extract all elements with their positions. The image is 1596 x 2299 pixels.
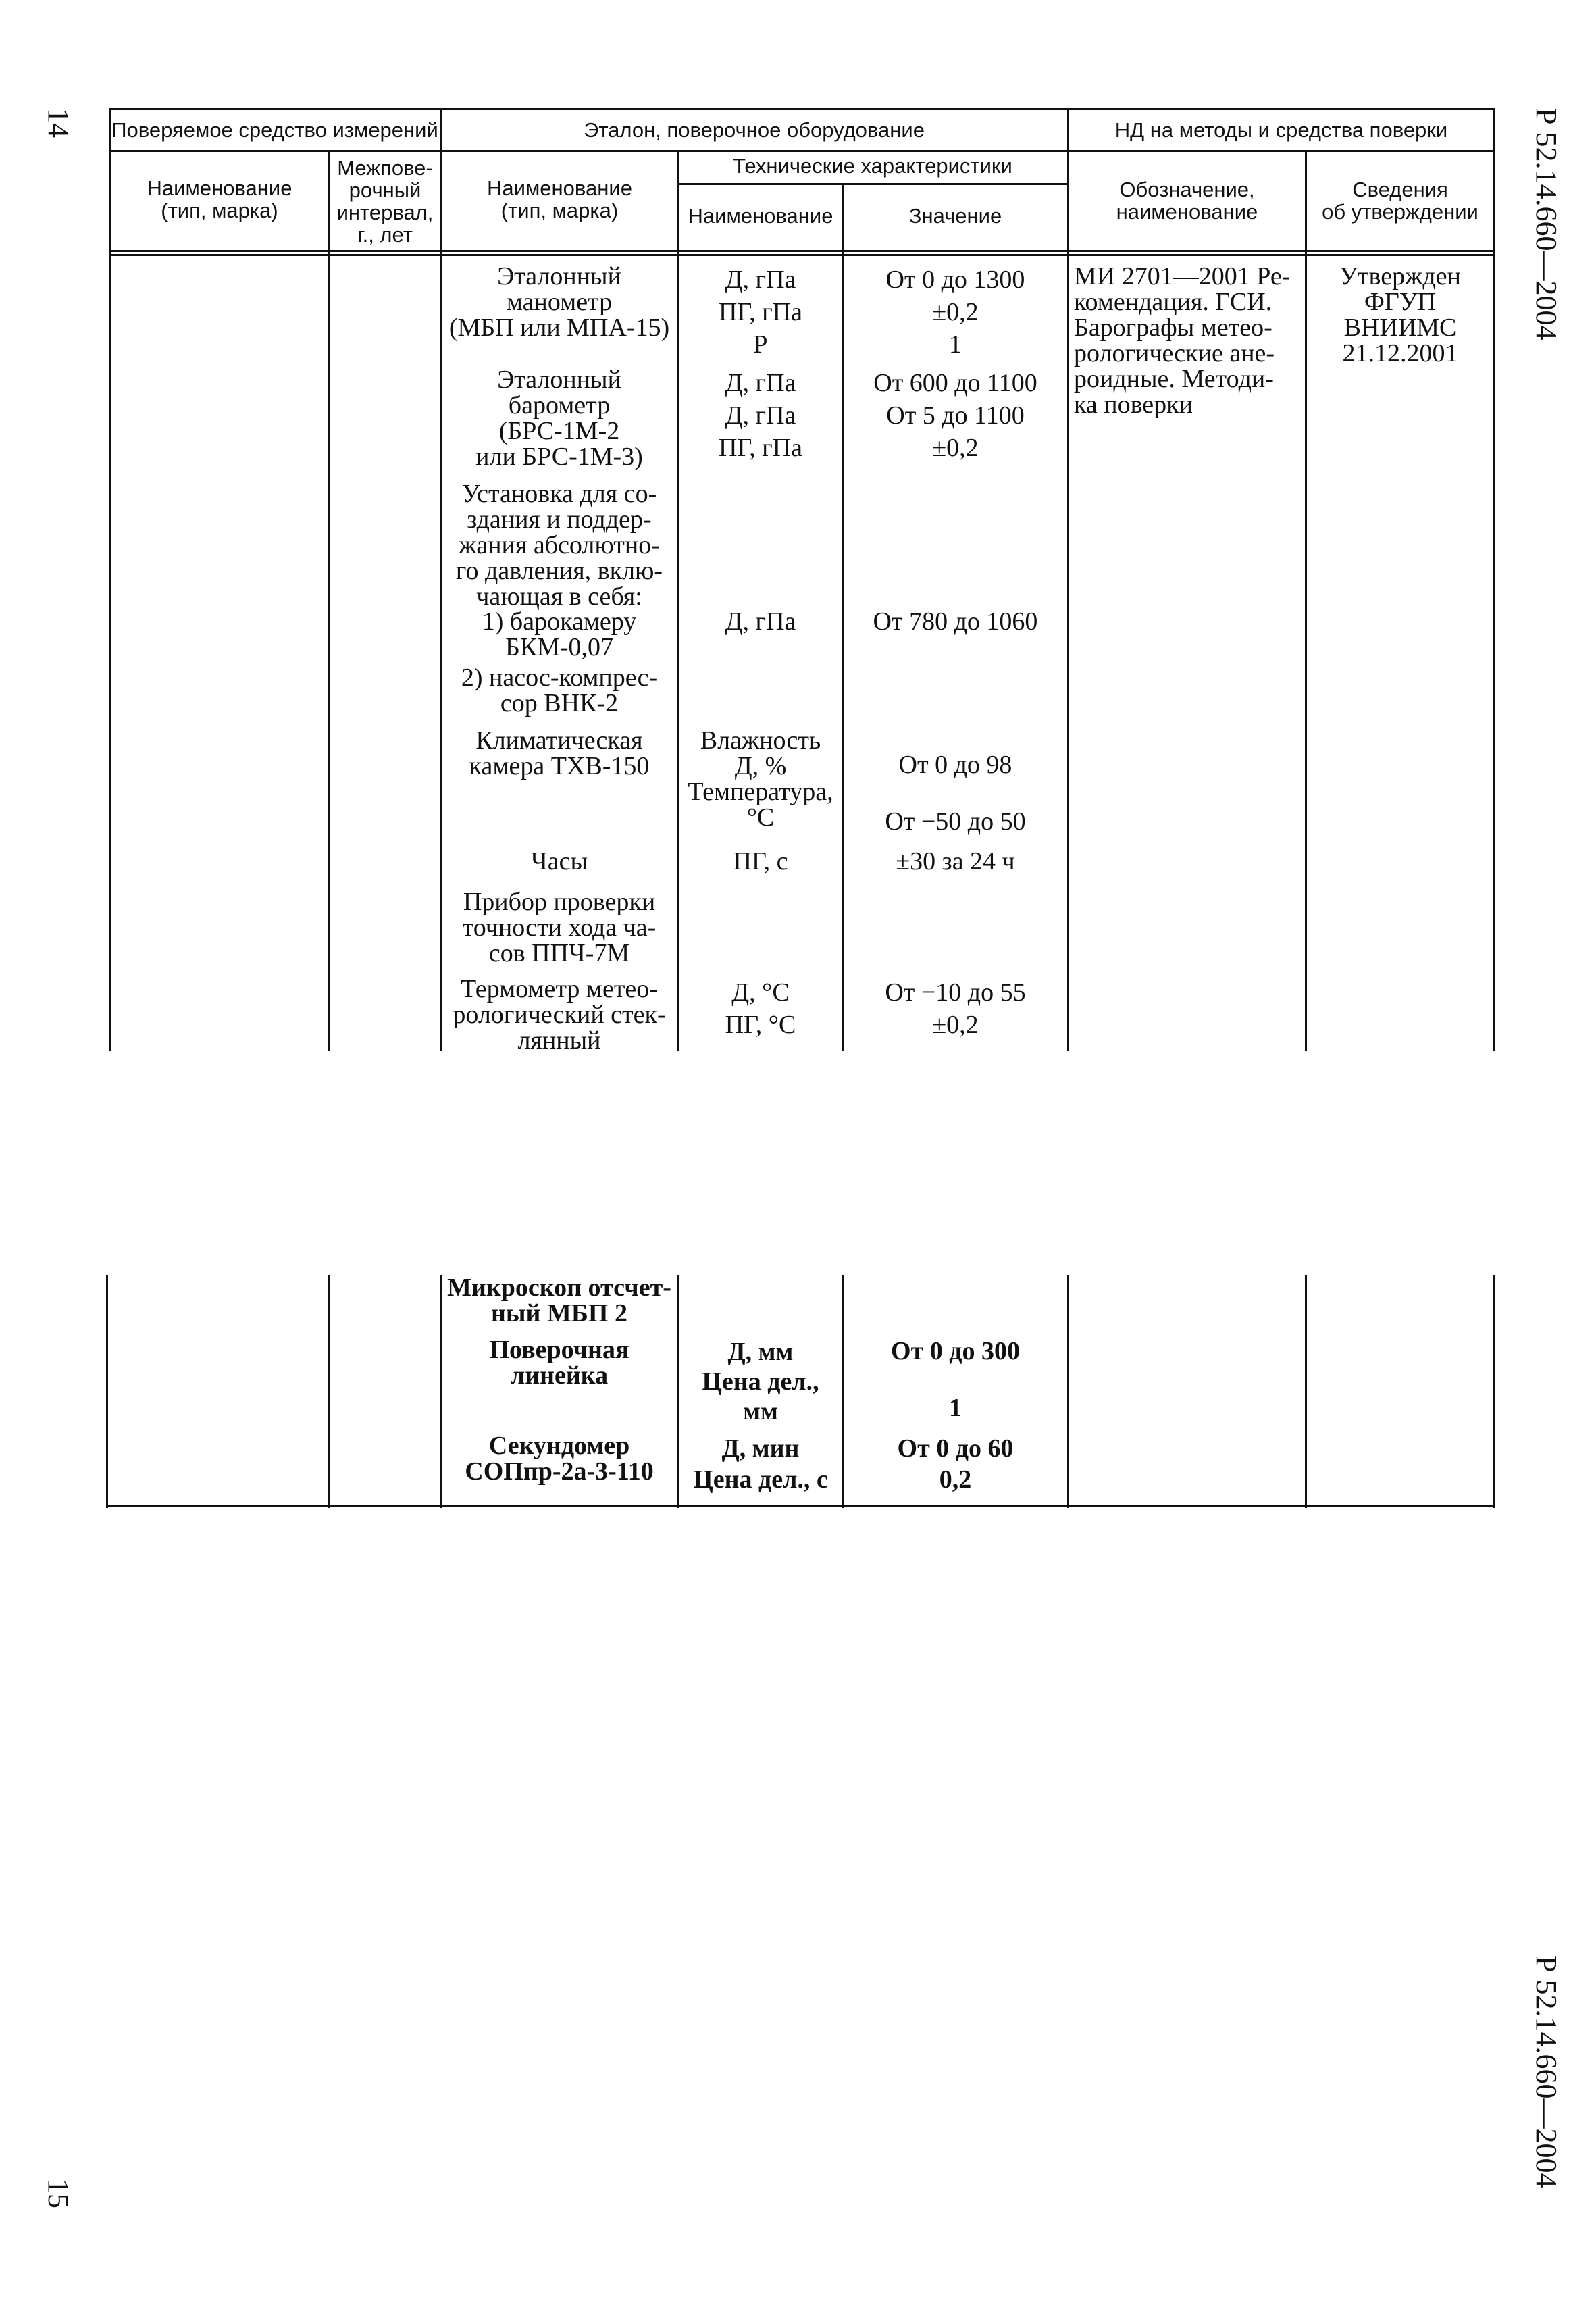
char-value: От 780 до 1060	[873, 607, 1038, 636]
table-rule	[328, 150, 330, 1051]
header-tech-characteristics: Технические характеристики	[733, 154, 1012, 178]
header-col-etalon-name: Наименование (тип, марка)	[487, 176, 632, 222]
etalon-name: Секундомер СОПпр-2а-3-110	[465, 1432, 654, 1486]
char-name: Влажность Д, % Температура, °С	[688, 726, 833, 832]
document-code-bottom: Р 52.14.660—2004	[1530, 1956, 1563, 2188]
table-rule	[109, 254, 1495, 256]
table-rule	[1493, 1275, 1495, 1508]
etalon-name: Микроскоп отсчет- ный МБП 2	[447, 1273, 671, 1328]
etalon-name: 2) насос-компрес- сор ВНК-2	[461, 663, 658, 717]
header-nd: НД на методы и средства поверки	[1114, 118, 1448, 142]
header-etalon: Эталон, поверочное оборудование	[584, 118, 925, 142]
table-rule	[109, 150, 1495, 152]
table-rule	[677, 183, 1067, 185]
header-col-approval: Сведения об утверждении	[1322, 178, 1478, 224]
etalon-name: Климатическая камера ТХВ-150	[469, 726, 650, 780]
char-value: От 600 до 1100 От 5 до 1100 ±0,2	[873, 369, 1037, 462]
char-value: От −10 до 55 ±0,2	[885, 978, 1026, 1039]
char-name: Д, мм Цена дел., мм	[702, 1338, 819, 1425]
header-col-value: Значение	[908, 204, 1002, 228]
char-value: От 0 до 98	[898, 751, 1012, 779]
char-name: ПГ, с	[733, 847, 788, 876]
table-rule	[328, 1275, 330, 1508]
char-value: От 0 до 1300 ±0,2 1	[885, 266, 1025, 359]
table-rule	[1305, 150, 1307, 1051]
etalon-name: Прибор проверки точности хода ча- сов ППЧ-7М	[462, 888, 657, 967]
header-col-interval: Межпове- рочный интервал, г., лет	[336, 156, 434, 247]
etalon-name: Эталонный барометр (БРС-1М-2 или БРС-1М-3)	[475, 365, 643, 471]
char-name: Д, гПа	[725, 607, 796, 636]
char-name: Д, мин Цена дел., с	[693, 1434, 828, 1494]
header-col-char-name: Наименование	[688, 204, 833, 228]
nd-designation: МИ 2701—2001 Ре- комендация. ГСИ. Барографы метео- рологические ане- роидные. Методи- ка поверки	[1074, 262, 1291, 419]
approval-info: Утвержден ФГУП ВНИИМС 21.12.2001	[1339, 262, 1461, 368]
char-value: От 0 до 60 0,2	[897, 1434, 1014, 1494]
etalon-name: Термометр метео- рологический стек- лянный	[453, 975, 666, 1055]
char-name: Д, °С ПГ, °С	[725, 978, 796, 1039]
table-rule	[109, 250, 1495, 252]
char-value: От 0 до 300 1	[891, 1337, 1020, 1422]
left-page-number: 14	[42, 108, 75, 138]
table-rule	[440, 1275, 442, 1508]
right-page-number: 15	[42, 2179, 75, 2208]
table-rule	[106, 1275, 108, 1508]
table-rule	[1067, 108, 1069, 1051]
etalon-name: Установка для со- здания и поддер- жания абсолютно- го давления, вклю- чающая в себя:	[455, 480, 663, 611]
header-col-name: Наименование (тип, марка)	[147, 176, 292, 222]
etalon-name: 1) барокамеру БКМ-0,07	[482, 607, 637, 661]
table-rule	[1067, 1275, 1069, 1508]
table-rule	[440, 108, 442, 1051]
char-name: Д, гПа Д, гПа ПГ, гПа	[718, 369, 803, 462]
table-border-bottom	[106, 1505, 1495, 1507]
char-name: Д, гПа ПГ, гПа Р	[718, 266, 803, 359]
table-border-top	[109, 108, 1495, 110]
table-rule	[109, 108, 111, 1051]
etalon-name: Поверочная линейка	[489, 1336, 629, 1390]
etalon-name: Часы	[531, 847, 588, 876]
char-value: От −50 до 50	[885, 807, 1026, 836]
etalon-name: Эталонный манометр (МБП или МПА-15)	[448, 262, 670, 342]
char-value: ±30 за 24 ч	[896, 847, 1015, 876]
header-col-designation: Обозначение, наименование	[1116, 178, 1258, 224]
table-rule	[1305, 1275, 1307, 1508]
table-border-right	[1493, 108, 1495, 1051]
document-code-top: Р 52.14.660—2004	[1530, 108, 1563, 340]
header-verified-instrument: Поверяемое средство измерений	[111, 118, 438, 142]
